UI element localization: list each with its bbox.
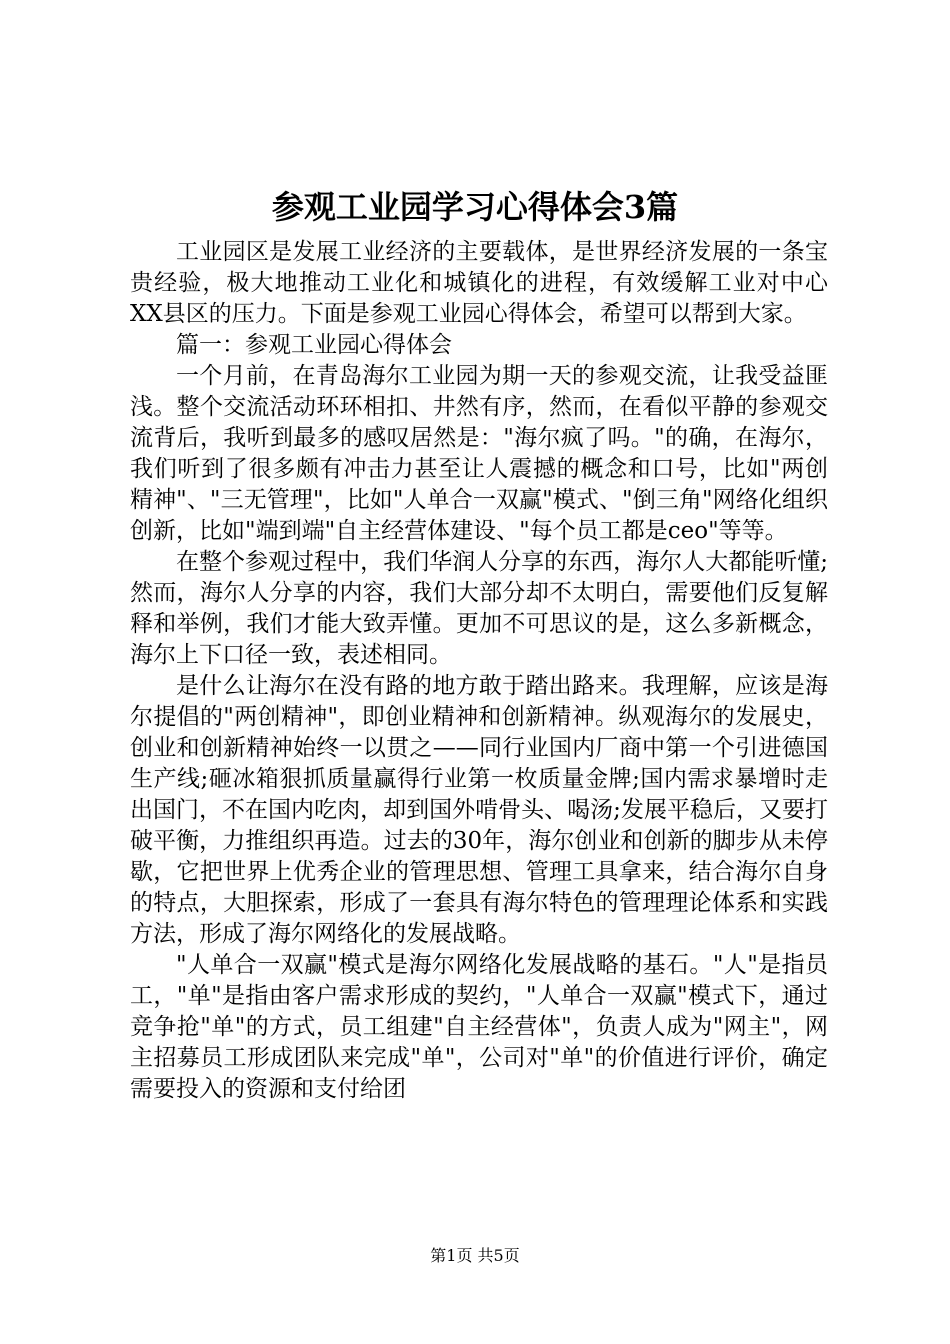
paragraph: 在整个参观过程中，我们华润人分享的东西，海尔人大都能听懂;然而，海尔人分享的内容，我们大部分却不太明白，需要他们反复解释和举例，我们才能大致弄懂。更加不可思议的是，这么多新概念，海尔上下口径一致，表述相同。 (130, 549, 828, 668)
paragraph-intro: 工业园区是发展工业经济的主要载体，是世界经济发展的一条宝贵经验，极大地推动工业化和城镇化的进程，有效缓解工业对中心XX县区的压力。下面是参观工业园心得体会，希望可以帮到大家。 (130, 239, 828, 327)
paragraph: 是什么让海尔在没有路的地方敢于踏出路来。我理解，应该是海尔提倡的"两创精神"，即创业精神和创新精神。纵观海尔的发展史，创业和创新精神始终一以贯之——同行业国内厂商中第一个引进德国生产线;砸冰箱狠抓质量赢得行业第一枚质量金牌;国内需求暴增时走出国门，不在国内吃肉，却到国外啃骨头、喝汤;发展平稳后，又要打破平衡，力推组织再造。过去的30年，海尔创业和创新的脚步从未停歇，它把世界上优秀企业的管理思想、管理工具拿来，结合海尔自身的特点，大胆探索，形成了一套具有海尔特色的管理理论体系和实践方法，形成了海尔网络化的发展战略。 (130, 673, 828, 947)
document-title: 参观工业园学习心得体会3篇 (271, 188, 679, 226)
document-body (130, 237, 828, 1105)
paragraph: 一个月前，在青岛海尔工业园为期一天的参观交流，让我受益匪浅。整个交流活动环环相扣、井然有序，然而，在看似平静的参观交流背后，我听到最多的感叹居然是："海尔疯了吗。"的确，在海尔，我们听到了很多颇有冲击力甚至让人震撼的概念和口号，比如"两创精神"、"三无管理"，比如"人单合一双赢"模式、"倒三角"网络化组织创新，比如"端到端"自主经营体建设、"每个员工都是ceo"等等。 (130, 363, 828, 544)
paragraph: "人单合一双赢"模式是海尔网络化发展战略的基石。"人"是指员工，"单"是指由客户需求形成的契约，"人单合一双赢"模式下，通过竞争抢"单"的方式，员工组建"自主经营体"，负责人成为"网主"，网主招募员工形成团队来完成"单"，公司对"单"的价值进行评价，确定需要投入的资源和支付给团 (130, 952, 828, 1102)
page-footer: 第1页 共5页 (430, 1246, 520, 1265)
section-heading: 篇一：参观工业园心得体会 (176, 332, 452, 358)
